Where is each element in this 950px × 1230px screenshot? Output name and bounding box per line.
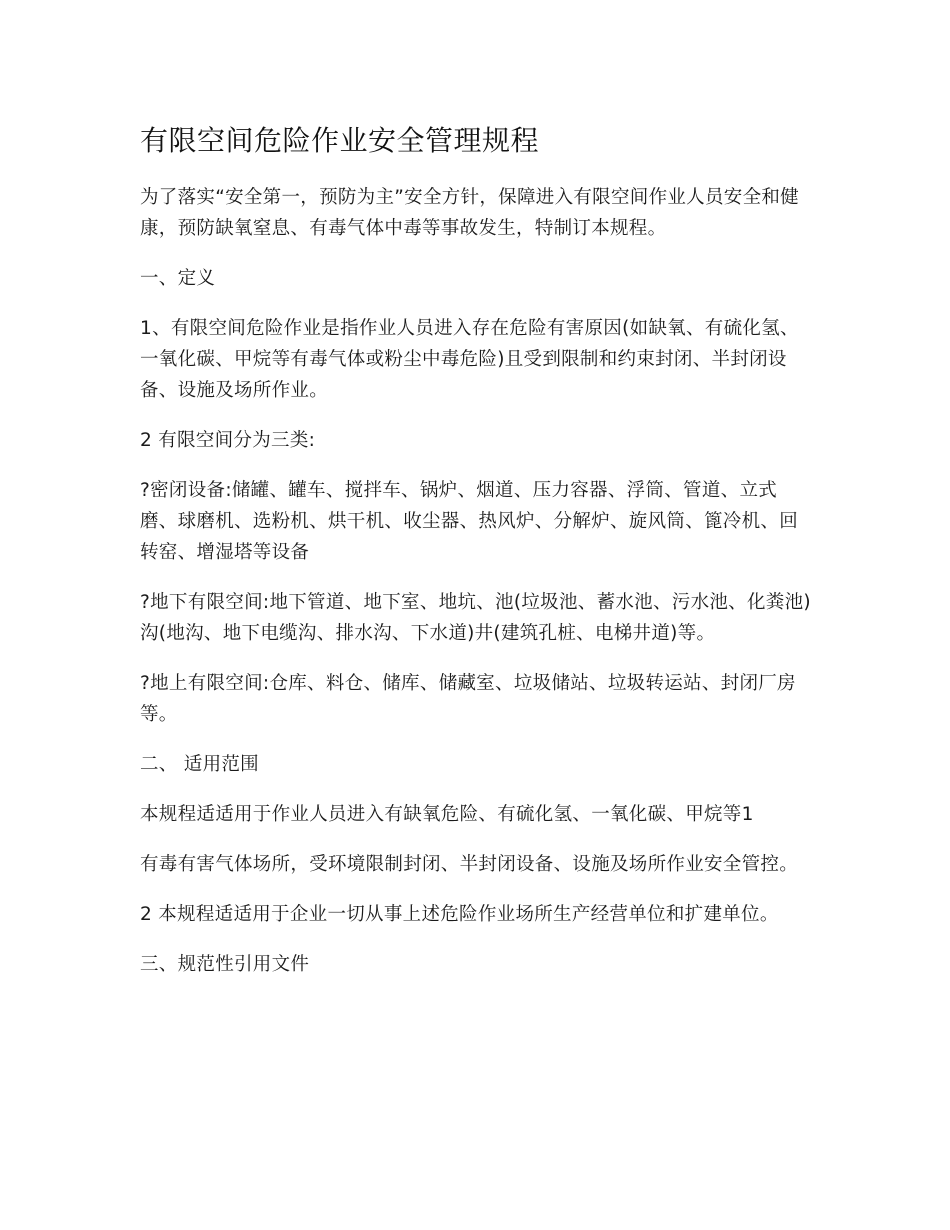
document-title: 有限空间危险作业安全管理规程 bbox=[140, 124, 540, 157]
section-heading-references: 三、规范性引用文件 bbox=[140, 954, 310, 975]
section-heading-definition: 一、定义 bbox=[140, 268, 216, 289]
paragraph-scope-1: 本规程适适用于作业人员进入有缺氧危险、有硫化氢、一氧化碳、甲烷等1 bbox=[140, 804, 754, 825]
paragraph-scope-2: 2 本规程适适用于企业一切从事上述危险作业场所生产经营单位和扩建单位。 bbox=[140, 904, 779, 925]
paragraph-categories: 2 有限空间分为三类: bbox=[140, 430, 316, 451]
list-item-underground-space: ?地下有限空间:地下管道、地下室、地坑、池(垃圾池、蓄水池、污水池、化粪池)沟(地沟、地下电缆沟、排水沟、下水道)井(建筑孔桩、电梯井道)等。 bbox=[140, 592, 811, 644]
list-item-aboveground-space: ?地上有限空间:仓库、料仓、储库、储藏室、垃圾储站、垃圾转运站、封闭厂房等。 bbox=[140, 673, 796, 725]
section-heading-scope: 二、 适用范围 bbox=[140, 754, 259, 775]
paragraph-definition: 1、有限空间危险作业是指作业人员进入存在危险有害原因(如缺氧、有硫化氢、一氧化碳、甲烷等有毒气体或粉尘中毒危险)且受到限制和约束封闭、半封闭设备、设施及场所作业。 bbox=[140, 318, 799, 401]
paragraph-scope-1-cont: 有毒有害气体场所，受环境限制封闭、半封闭设备、设施及场所作业安全管控。 bbox=[140, 854, 799, 875]
document-body bbox=[140, 118, 812, 999]
paragraph-intro: 为了落实“安全第一，预防为主”安全方针，保障进入有限空间作业人员安全和健康，预防缺氧窒息、有毒气体中毒等事故发生，特制订本规程。 bbox=[140, 187, 799, 239]
list-item-sealed-equipment: ?密闭设备:储罐、罐车、搅拌车、锅炉、烟道、压力容器、浮筒、管道、立式磨、球磨机、选粉机、烘干机、收尘器、热风炉、分解炉、旋风筒、篦冷机、回转窑、增湿塔等设备 bbox=[140, 480, 799, 563]
